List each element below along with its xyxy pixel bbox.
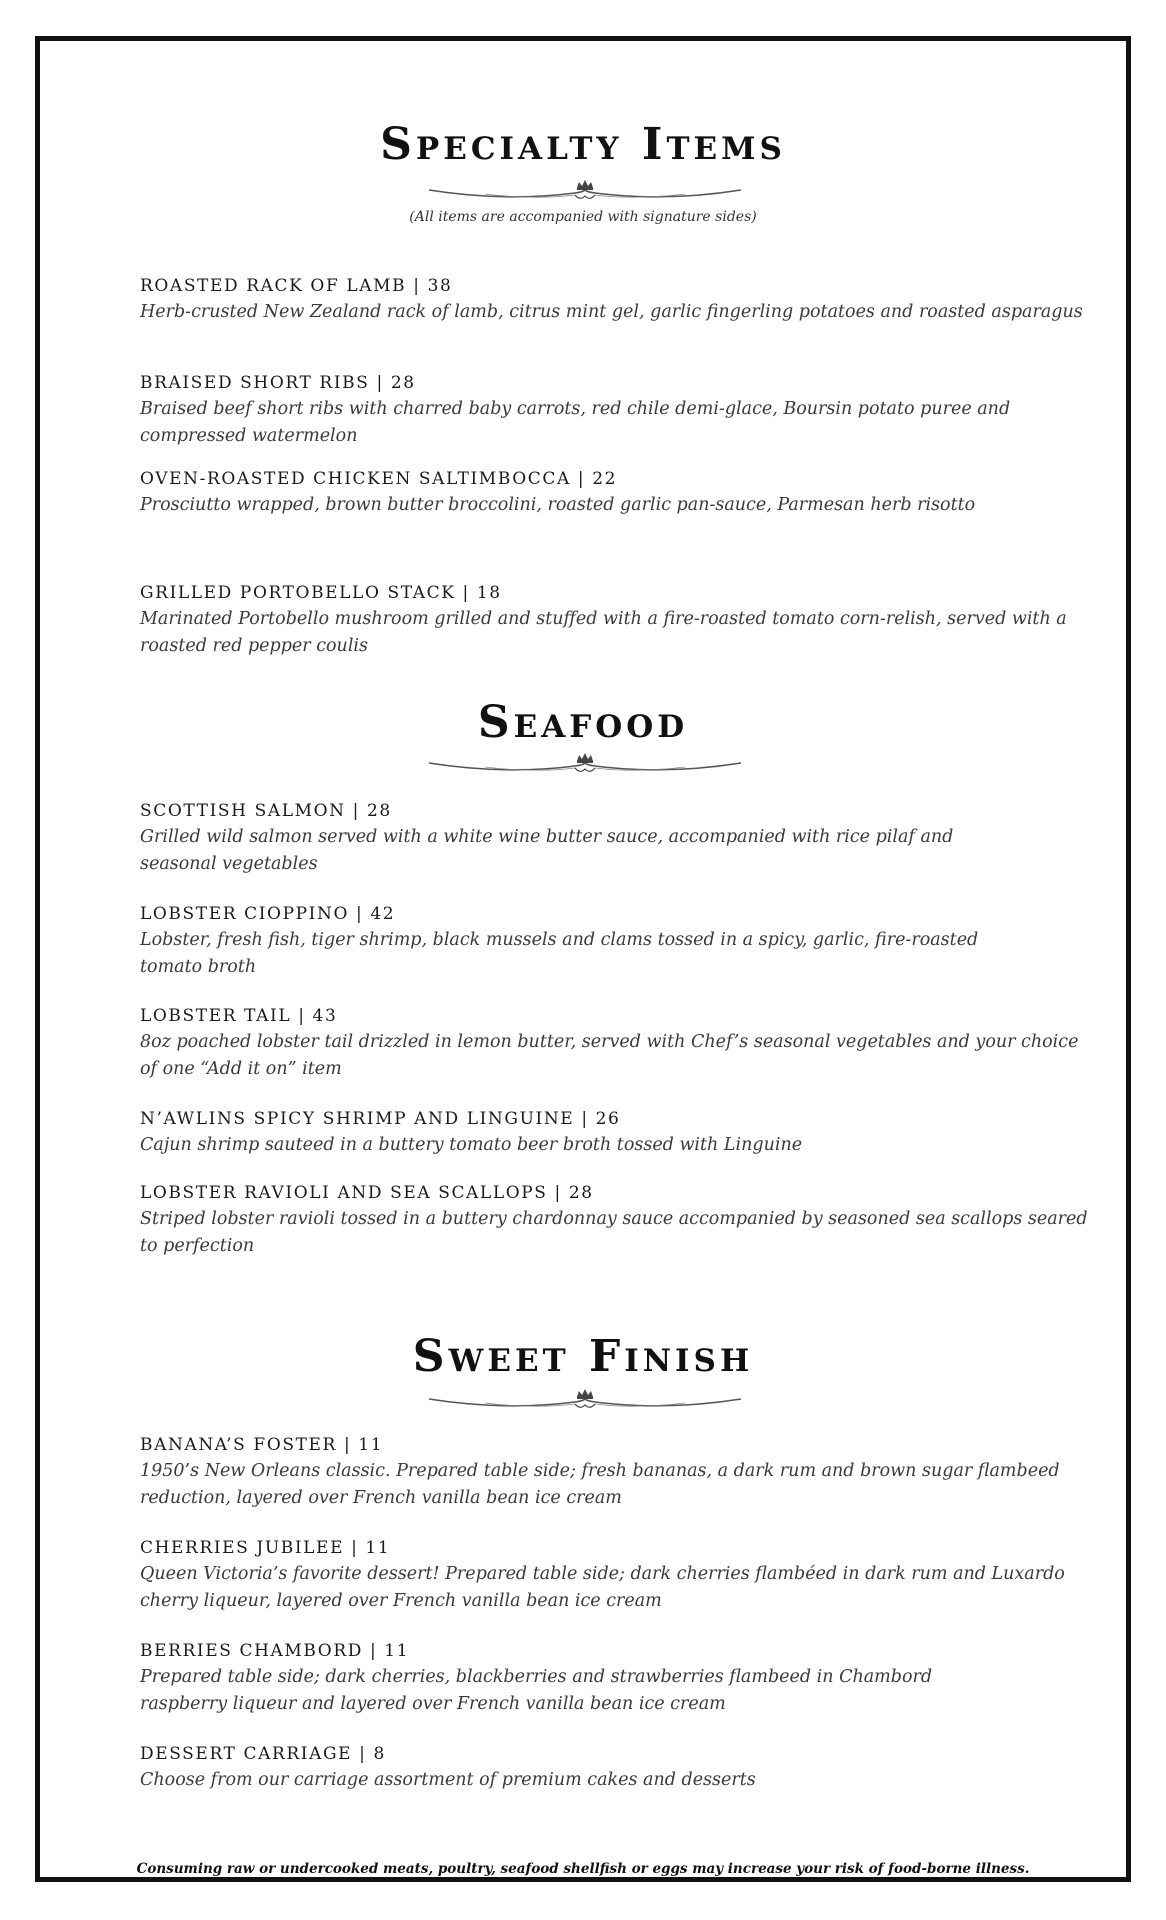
item-name: CHERRIES JUBILEE | 11 (140, 1538, 391, 1558)
menu-item (140, 467, 1100, 519)
menu-item (140, 799, 1100, 878)
item-desc: Cajun shrimp sauteed in a buttery tomato beer broth tossed with Linguine (140, 1135, 803, 1155)
menu-item (140, 371, 1100, 450)
item-desc: Striped lobster ravioli tossed in a buttery chardonnay sauce accompanied by seasoned sea scallops seared to perfection (140, 1209, 1088, 1256)
item-desc: Queen Victoria’s favorite dessert! Prepared table side; dark cherries flambéed in dark rum and Luxardo cherry liqueur, layered over French vanilla bean ice cream (140, 1564, 1065, 1611)
item-desc: 1950’s New Orleans classic. Prepared table side; fresh bananas, a dark rum and brown sugar flambeed reduction, layered over French vanilla bean ice cream (140, 1461, 1060, 1508)
item-name: BERRIES CHAMBORD | 11 (140, 1641, 410, 1661)
item-desc: Herb-crusted New Zealand rack of lamb, citrus mint gel, garlic fingerling potatoes and roasted asparagus (140, 302, 1083, 322)
item-desc: Prosciutto wrapped, brown butter broccolini, roasted garlic pan-sauce, Parmesan herb risotto (140, 495, 976, 515)
menu-item (140, 1004, 1100, 1083)
menu-item (140, 1181, 1100, 1260)
item-name: ROASTED RACK OF LAMB | 38 (140, 276, 453, 296)
menu-item (140, 581, 1100, 660)
menu-item (140, 1107, 1100, 1159)
section-title-seafood: Seafood (477, 697, 689, 748)
item-desc: Choose from our carriage assortment of premium cakes and desserts (140, 1770, 756, 1790)
item-name: LOBSTER TAIL | 43 (140, 1006, 338, 1026)
health-disclaimer: Consuming raw or undercooked meats, poultry, seafood shellfish or eggs may increase your risk of food-borne illness. (136, 1861, 1030, 1877)
item-desc: Lobster, fresh fish, tiger shrimp, black mussels and clams tossed in a spicy, garlic, fire-roasted tomato broth (140, 930, 979, 977)
menu-item (140, 1433, 1100, 1512)
sides-note: (All items are accompanied with signature sides) (409, 209, 757, 225)
flourish-divider-icon (425, 749, 745, 779)
flourish-divider-icon (425, 176, 745, 206)
item-desc: Prepared table side; dark cherries, blackberries and strawberries flambeed in Chambord raspberry liqueur and layered over French vanilla bean ice cream (140, 1667, 933, 1714)
item-name: BANANA’S FOSTER | 11 (140, 1435, 384, 1455)
item-name: OVEN-ROASTED CHICKEN SALTIMBOCCA | 22 (140, 469, 618, 489)
item-desc: Grilled wild salmon served with a white wine butter sauce, accompanied with rice pilaf and seasonal vegetables (140, 827, 954, 874)
menu-item (140, 1639, 1100, 1718)
menu-frame (35, 36, 1131, 1882)
item-name: BRAISED SHORT RIBS | 28 (140, 373, 416, 393)
item-name: SCOTTISH SALMON | 28 (140, 801, 392, 821)
section-title-specialty: Specialty Items (380, 119, 786, 170)
menu-item (140, 1742, 1100, 1794)
section-title-sweet-finish: Sweet Finish (412, 1331, 754, 1382)
menu-item (140, 902, 1100, 981)
item-desc: Marinated Portobello mushroom grilled and stuffed with a fire-roasted tomato corn-relish, served with a roasted red pepper coulis (140, 609, 1067, 656)
item-name: LOBSTER CIOPPINO | 42 (140, 904, 396, 924)
item-name: N’AWLINS SPICY SHRIMP AND LINGUINE | 26 (140, 1109, 621, 1129)
item-name: GRILLED PORTOBELLO STACK | 18 (140, 583, 502, 603)
item-name: LOBSTER RAVIOLI AND SEA SCALLOPS | 28 (140, 1183, 594, 1203)
item-desc: Braised beef short ribs with charred baby carrots, red chile demi-glace, Boursin potato puree and compressed watermelon (140, 399, 1011, 446)
menu-item (140, 274, 1100, 326)
item-name: DESSERT CARRIAGE | 8 (140, 1744, 386, 1764)
flourish-divider-icon (425, 1385, 745, 1415)
item-desc: 8oz poached lobster tail drizzled in lemon butter, served with Chef’s seasonal vegetables and your choice of one “Add it on” item (140, 1032, 1079, 1079)
menu-item (140, 1536, 1100, 1615)
